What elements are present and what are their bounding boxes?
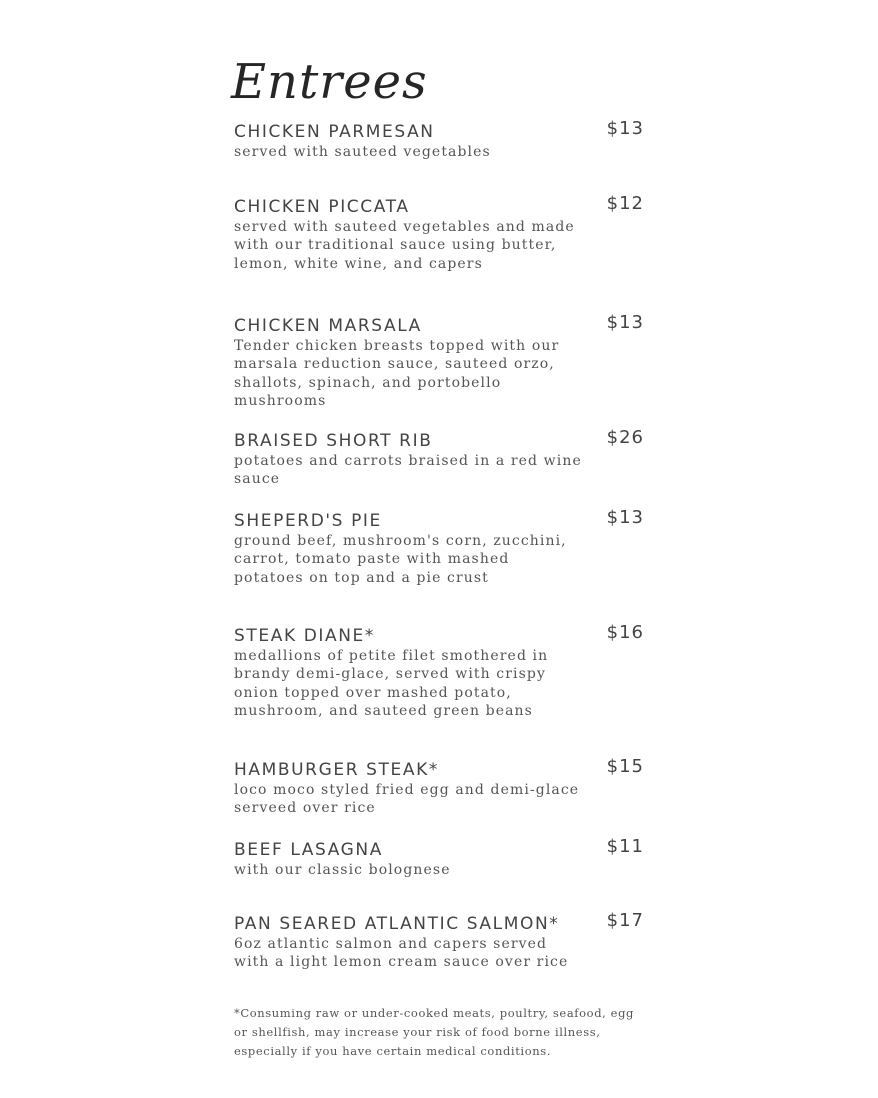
item-name: CHICKEN PICCATA <box>234 197 410 217</box>
menu-item-beef-lasagna <box>234 836 646 879</box>
item-description: served with sauteed vegetables and made with our traditional sauce using butter, lemon, white wine, and capers <box>234 219 575 272</box>
item-name: STEAK DIANE* <box>234 626 375 646</box>
item-description: medallions of petite filet smothered in brandy demi-glace, served with crispy onion topped over mashed potato, mushroom, and sauteed green beans <box>234 648 549 719</box>
item-price: $26 <box>606 427 644 448</box>
menu-item-pan-seared-atlantic-salmon <box>234 910 646 972</box>
menu-item-hamburger-steak <box>234 756 646 818</box>
item-price: $13 <box>606 118 644 139</box>
item-description: Tender chicken breasts topped with our marsala reduction sauce, sauteed orzo, shallots, spinach, and portobello mushrooms <box>234 338 560 409</box>
menu-item-chicken-piccata <box>234 193 646 273</box>
item-price: $11 <box>606 836 644 857</box>
item-name: CHICKEN MARSALA <box>234 316 422 336</box>
item-name: SHEPERD'S PIE <box>234 511 382 531</box>
item-name: PAN SEARED ATLANTIC SALMON* <box>234 914 560 934</box>
item-description: served with sauteed vegetables <box>234 144 491 160</box>
item-name: BEEF LASAGNA <box>234 840 383 860</box>
menu-title: Entrees <box>231 54 428 110</box>
item-price: $13 <box>606 507 644 528</box>
item-description: loco moco styled fried egg and demi-glace serveed over rice <box>234 782 580 817</box>
item-description: 6oz atlantic salmon and capers served with a light lemon cream sauce over rice <box>234 936 569 971</box>
item-name: CHICKEN PARMESAN <box>234 122 435 142</box>
menu-item-sheperds-pie <box>234 507 646 587</box>
item-name: HAMBURGER STEAK* <box>234 760 439 780</box>
disclaimer: *Consuming raw or under-cooked meats, poultry, seafood, egg or shellfish, may increase your risk of food borne illness, especially if you have certain medical conditions. <box>234 1006 635 1058</box>
menu-item-chicken-parmesan <box>234 118 646 161</box>
item-description: ground beef, mushroom's corn, zucchini, carrot, tomato paste with mashed potatoes on top and a pie crust <box>234 533 567 586</box>
item-name: BRAISED SHORT RIB <box>234 431 433 451</box>
menu-item-chicken-marsala <box>234 312 646 410</box>
menu-item-braised-short-rib <box>234 427 646 489</box>
item-price: $13 <box>606 312 644 333</box>
item-price: $12 <box>606 193 644 214</box>
item-description: potatoes and carrots braised in a red wine sauce <box>234 453 582 488</box>
item-description: with our classic bolognese <box>234 862 451 878</box>
item-price: $16 <box>606 622 644 643</box>
item-price: $17 <box>606 910 644 931</box>
item-price: $15 <box>606 756 644 777</box>
menu-item-steak-diane <box>234 622 646 720</box>
